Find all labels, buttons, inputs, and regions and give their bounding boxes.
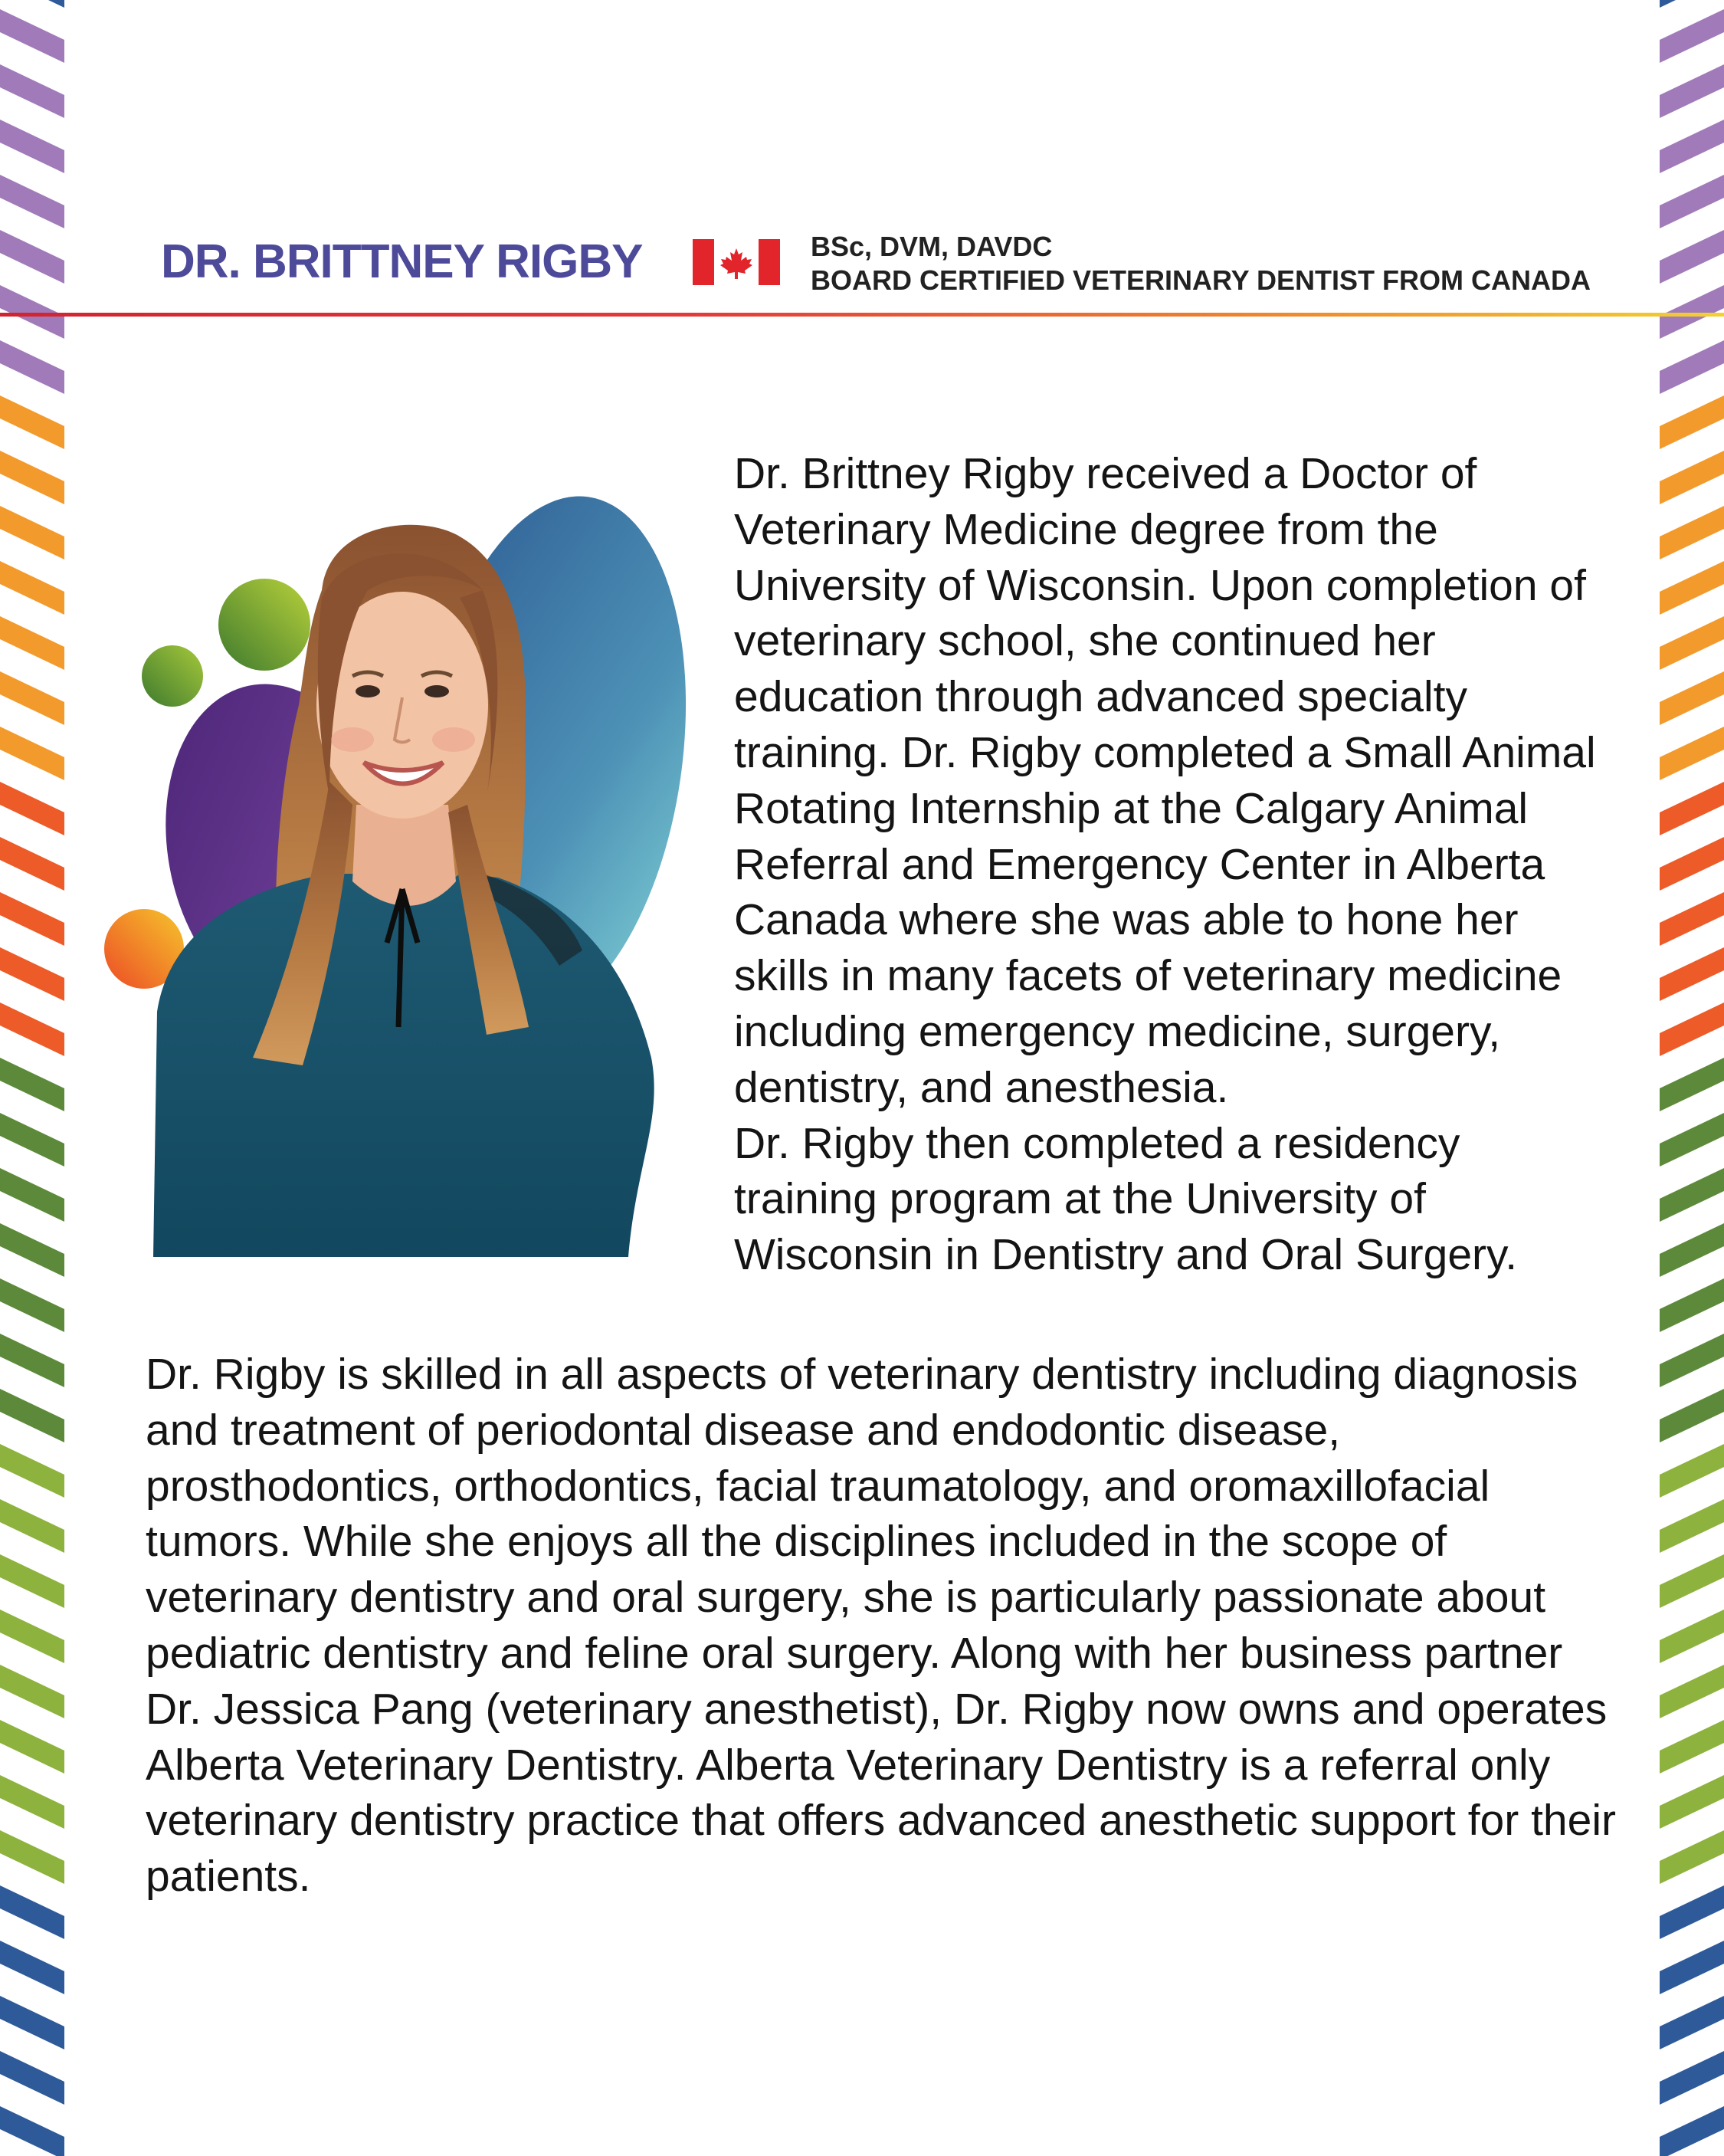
border-stripe [1660, 64, 1724, 118]
border-stripe [1660, 506, 1724, 560]
border-stripe [1660, 451, 1724, 504]
credentials [811, 230, 1591, 297]
degrees: BSc, DVM, DAVDC [811, 231, 1053, 262]
border-stripe [1660, 230, 1724, 284]
border-stripe [1660, 2106, 1724, 2156]
border-stripe [1660, 1499, 1724, 1553]
canada-flag-icon [693, 239, 780, 285]
border-stripe [1660, 1113, 1724, 1167]
border-stripe [1660, 0, 1724, 8]
border-stripe [1660, 1996, 1724, 2049]
left-stripe-border [0, 0, 64, 2156]
border-stripe [1660, 1389, 1724, 1442]
border-stripe [1660, 9, 1724, 63]
border-stripe [1660, 175, 1724, 228]
header [161, 227, 1591, 311]
border-stripe [1660, 1610, 1724, 1663]
border-stripe [1660, 1168, 1724, 1222]
doctor-name: DR. BRITTNEY RIGBY [161, 235, 643, 288]
border-stripe [1660, 947, 1724, 1001]
border-stripe [1660, 671, 1724, 725]
border-stripe [1660, 1058, 1724, 1111]
border-stripe [1660, 1003, 1724, 1056]
border-stripe [1660, 892, 1724, 946]
certification-title: BOARD CERTIFIED VETERINARY DENTIST FROM CANADA [811, 264, 1591, 296]
border-stripe [1660, 1720, 1724, 1774]
border-stripe [1660, 782, 1724, 835]
border-stripe [1660, 285, 1724, 339]
border-stripe [1660, 1444, 1724, 1498]
border-stripe [1660, 561, 1724, 615]
bio-paragraph-3: Dr. Rigby is skilled in all aspects of veterinary dentistry including diagnosis and treatment of periodontal disease and endodontic disease, prosthodontics, orthodontics, facial traumatology, and oromaxillofacial tumors. While she enjoys all the disciplines included in the scope of veterinary dentistry and oral surgery, she is particularly passionate about pediatric dentistry and feline oral surgery. Along with her business partner Dr. Jessica Pang (veterinary anesthetist), Dr. Rigby now owns and operates Alberta Veterinary Dentistry. Alberta Veterinary Dentistry is a referral only veterinary dentistry practice that offers advanced anesthetic support for their patients. [146, 1350, 1616, 1902]
border-stripe [1660, 1554, 1724, 1608]
border-stripe [1660, 2051, 1724, 2105]
bio-intro [734, 446, 1615, 1283]
border-stripe [1660, 1830, 1724, 1884]
border-stripe [1660, 1775, 1724, 1829]
border-stripe [1660, 1941, 1724, 1994]
portrait-photo [100, 475, 713, 1265]
border-stripe [1660, 1334, 1724, 1387]
border-stripe [1660, 837, 1724, 891]
border-stripe [1660, 120, 1724, 173]
bio-paragraph-2: Dr. Rigby then completed a residency training program at the University of Wisconsin in Dentistry and Oral Surgery. [734, 1118, 1518, 1280]
bio-skills [146, 1347, 1617, 1905]
header-divider [0, 313, 1724, 317]
bio-paragraph-1: Dr. Brittney Rigby received a Doctor of Veterinary Medicine degree from the University of Wisconsin. Upon completion of veterinary school, she continued her education through advanced specialty training. Dr. Rigby completed a Small Animal Rotating Internship at the Calgary Animal Referral and Emergency Center in Alberta Canada where she was able to hone her skills in many facets of veterinary medicine including emergency medicine, surgery, dentistry, and anesthesia. [734, 449, 1596, 1112]
border-stripe [1660, 395, 1724, 449]
border-stripe [1660, 1223, 1724, 1277]
border-stripe [1660, 1665, 1724, 1718]
border-stripe [1660, 1885, 1724, 1939]
right-stripe-border [1660, 0, 1724, 2156]
border-stripe [1660, 1278, 1724, 1332]
border-stripe [1660, 727, 1724, 780]
border-stripe [1660, 340, 1724, 394]
border-stripe [1660, 616, 1724, 670]
